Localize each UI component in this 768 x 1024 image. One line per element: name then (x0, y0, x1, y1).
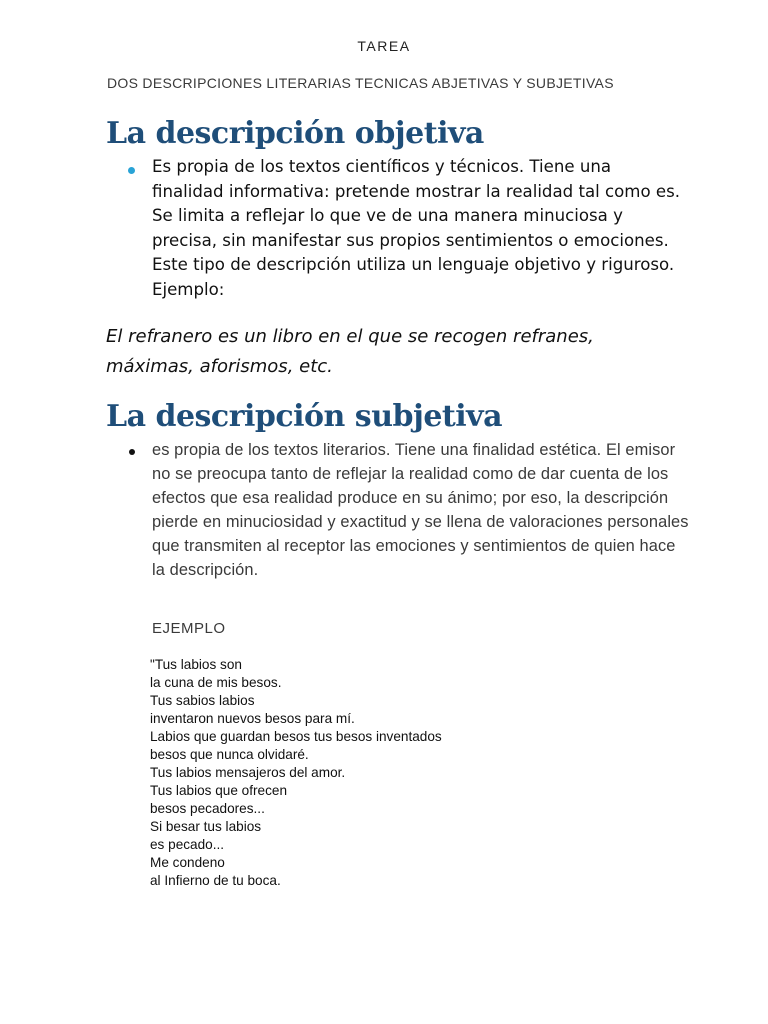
bullet-subjetiva-text: es propia de los textos literarios. Tiene una finalidad estética. El emisor no se preocupa tanto de reflejar la realidad como de dar cuenta de los efectos que esa realidad produce en su ánimo; por eso, la descripción pierde en minuciosidad y exactitud y se llena de valoraciones personales que transmiten al receptor las emociones y sentimientos de quien hace la descripción. (152, 441, 689, 579)
poem-line: Me condeno (150, 855, 225, 870)
poem-line: Tus labios mensajeros del amor. (150, 765, 346, 780)
poem-line: besos que nunca olvidaré. (150, 747, 309, 762)
bullet-objetiva-text: Es propia de los textos científicos y técnicos. Tiene una finalidad informativa: pretende mostrar la realidad tal como es. Se limita a reflejar lo que ve de una manera minuciosa y precisa, sin manifestar sus propios sentimientos o emociones. Este tipo de descripción utiliza un lenguaje objetivo y riguroso. Ejemplo: (152, 157, 681, 299)
poem-line: al Infierno de tu boca. (150, 873, 281, 888)
poem-line: Tus sabios labios (150, 693, 255, 708)
poem-line: "Tus labios son (150, 657, 242, 672)
heading-objetiva: La descripción objetiva (106, 116, 484, 151)
poem-line: la cuna de mis besos. (150, 675, 282, 690)
heading-subjetiva: La descripción subjetiva (106, 399, 503, 434)
bullet-subjetiva (126, 438, 689, 582)
poem-line: Tus labios que ofrecen (150, 783, 288, 798)
bullet-dot-icon (128, 167, 135, 174)
example-objetiva: El refranero es un libro en el que se recogen refranes, máximas, aforismos, etc. (106, 326, 594, 377)
poem-line: Labios que guardan besos tus besos inventados (150, 729, 442, 744)
poem-line: es pecado... (150, 837, 225, 852)
document-title: TAREA (357, 38, 411, 54)
bullet-dot-icon (129, 449, 135, 455)
poem-line: inventaron nuevos besos para mí. (150, 711, 355, 726)
document-subtitle: DOS DESCRIPCIONES LITERARIAS TECNICAS ABJETIVAS Y SUBJETIVAS (107, 75, 614, 91)
example-label: EJEMPLO (152, 620, 226, 637)
poem (150, 656, 550, 890)
poem-line: besos pecadores... (150, 801, 265, 816)
poem-line: Si besar tus labios (150, 819, 262, 834)
bullet-objetiva (126, 155, 686, 302)
